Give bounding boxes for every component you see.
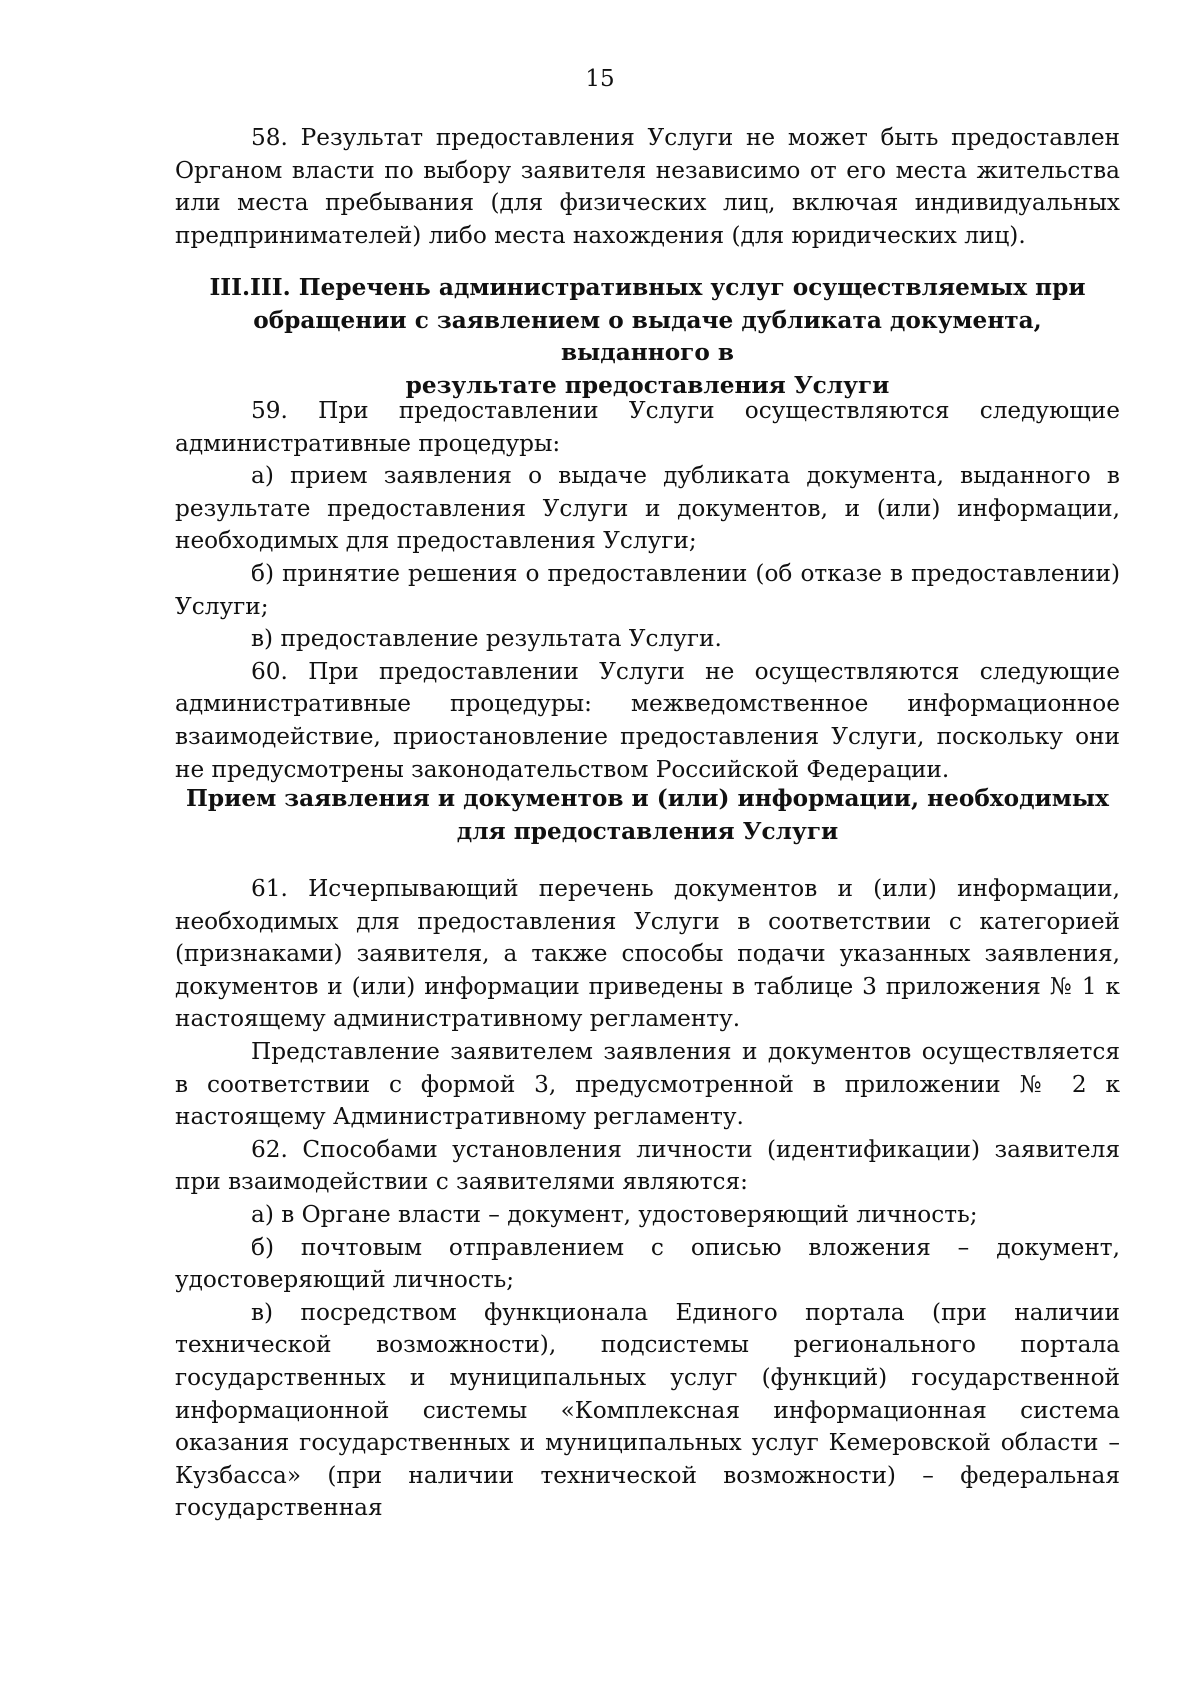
subsection-heading — [175, 783, 1120, 848]
section-heading-line-3: результате предоставления Услуги — [405, 371, 890, 399]
paragraph-62-item-a: а) в Органе власти – документ, удостоверяющий личность; — [251, 1200, 978, 1228]
paragraph-62-item-v: в) посредством функционала Единого портала (при наличии технической возможности), подсистемы регионального портала государственных и муниципальных услуг (функций) государственной информационной системы «Комплексная информационная система оказания государственных и муниципальных услуг Кемеровской области – Кузбасса» (при наличии технической возможности) – федеральная государственная — [175, 1298, 1120, 1522]
paragraphs-61-62-block — [175, 873, 1120, 1525]
subsection-heading-line-1: Прием заявления и документов и (или) информации, необходимых — [186, 785, 1109, 812]
paragraph-59-item-a: а) прием заявления о выдаче дубликата документа, выданного в результате предоставления Услуги и документов, и (или) информации, необходимых для предоставления Услуги; — [175, 462, 1120, 555]
paragraph-59-item-v: в) предоставление результата Услуги. — [251, 625, 722, 653]
paragraph-61: 61. Исчерпывающий перечень документов и (или) информации, необходимых для предоставления Услуги в соответствии с категорией (признаками) заявителя, а также способы подачи указанных заявления, документов и (или) информации приведены в таблице 3 приложения № 1 к настоящему административному регламенту. — [175, 875, 1120, 1033]
paragraphs-59-60-block — [175, 395, 1120, 786]
paragraph-61-note: Представление заявителем заявления и документов осуществляется в соответствии с формой 3, предусмотренной в приложении № 2 к настоящему Административному регламенту. — [175, 1037, 1120, 1131]
paragraph-62-item-b: б) почтовым отправлением с описью вложения – документ, удостоверяющий личность; — [175, 1233, 1120, 1294]
paragraph-59-item-b: б) принятие решения о предоставлении (об отказе в предоставлении) Услуги; — [175, 559, 1120, 620]
section-heading-line-1: III.III. Перечень административных услуг осуществляемых при — [209, 274, 1086, 301]
section-heading-line-2: обращении с заявлением о выдаче дубликата документа, выданного в — [253, 306, 1042, 367]
section-heading — [175, 272, 1120, 402]
paragraph-59: 59. При предоставлении Услуги осуществляются следующие административные процедуры: — [175, 397, 1120, 457]
paragraph-58: 58. Результат предоставления Услуги не может быть предоставлен Органом власти по выбору заявителя независимо от его места жительства или места пребывания (для физических лиц, включая индивидуальных предпринимателей) либо места нахождения (для юридических лиц). — [175, 124, 1120, 249]
paragraph-58-block — [175, 122, 1120, 252]
subsection-heading-line-2: для предоставления Услуги — [456, 817, 839, 845]
paragraph-60: 60. При предоставлении Услуги не осуществляются следующие административные процедуры: межведомственное информационное взаимодействие, приостановление предоставления Услуги, поскольку они не предусмотрены законодательством Российской Федерации. — [175, 657, 1120, 783]
paragraph-62: 62. Способами установления личности (идентификации) заявителя при взаимодействии с заявителями являются: — [175, 1135, 1120, 1196]
page-number: 15 — [585, 66, 615, 92]
